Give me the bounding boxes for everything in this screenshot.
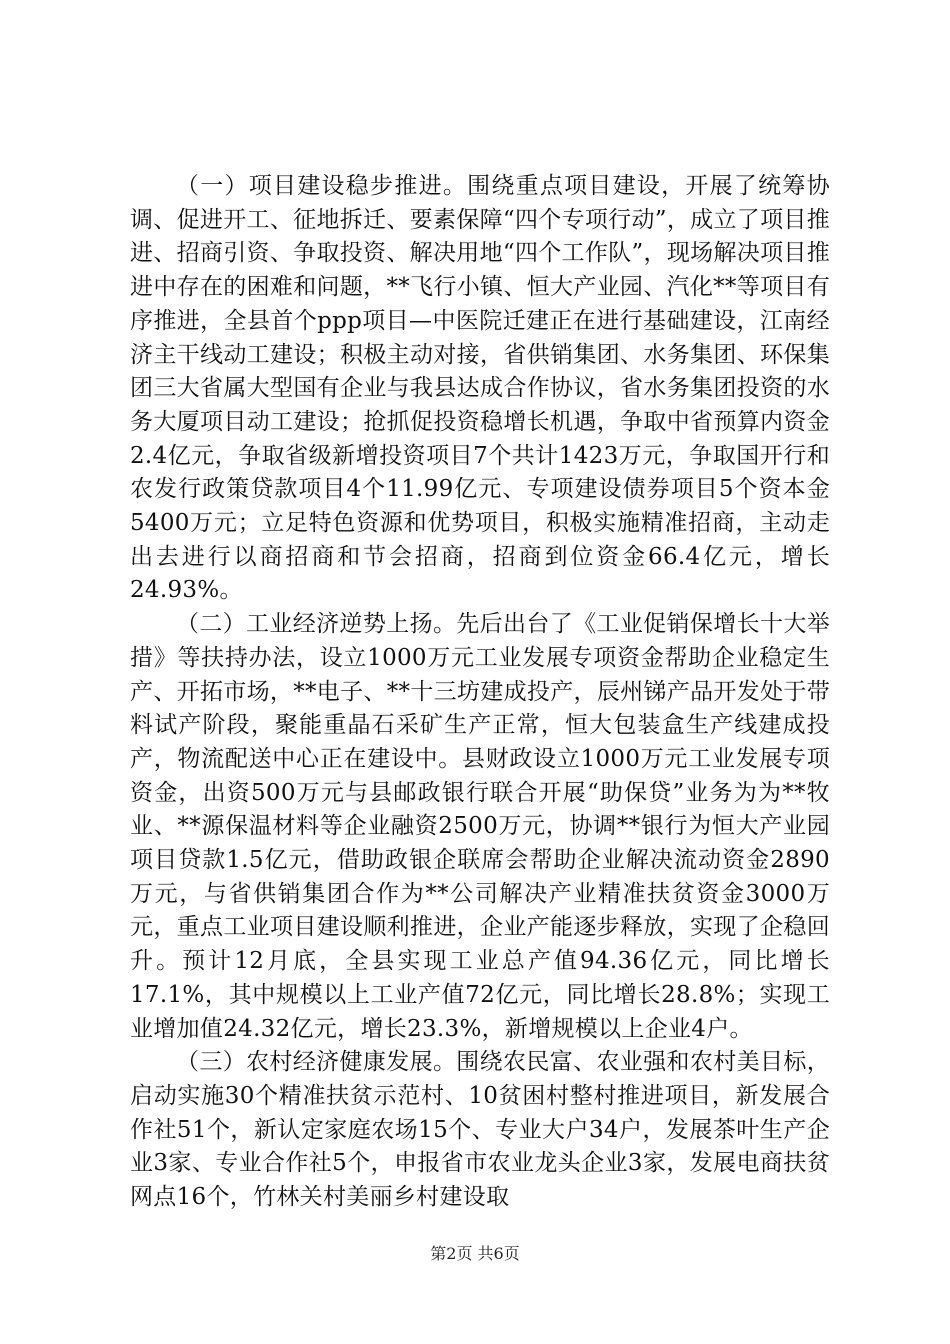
paragraph-project-construction: （一）项目建设稳步推进。围绕重点项目建设，开展了统筹协调、促进开工、征地拆迁、要素保障“四个专项行动”，成立了项目推进、招商引资、争取投资、解决用地“四个工作队”，现场解决项目推进中存在的困难和问题，**飞行小镇、恒大产业园、汽化**等项目有序推进，全县首个ppp项目—中医院迁建正在进行基础建设，江南经济主干线动工建设；积极主动对接，省供销集团、水务集团、环保集团三大省属大型国有企业与我县达成合作协议，省水务集团投资的水务大厦项目动工建设；抢抓促投资稳增长机遇，争取中省预算内资金2.4亿元，争取省级新增投资项目7个共计1423万元，争取国开行和农发行政策贷款项目4个11.99亿元、专项建设债券项目5个资本金5400万元；立足特色资源和优势项目，积极实施精准招商，主动走出去进行以商招商和节会招商，招商到位资金66.4亿元，增长24.93%。 <box>130 173 830 604</box>
paragraph-industrial-economy: （二）工业经济逆势上扬。先后出台了《工业促销保增长十大举措》等扶持办法，设立1000万元工业发展专项资金帮助企业稳定生产、开拓市场，**电子、**十三坊建成投产，辰州锑产品开发处于带料试产阶段，聚能重晶石采矿生产正常，恒大包装盒生产线建成投产，物流配送中心正在建设中。县财政设立1000万元工业发展专项资金，出资500万元与县邮政银行联合开展“助保贷”业务为为**牧业、**源保温材料等企业融资2500万元，协调**银行为恒大产业园项目贷款1.5亿元，借助政银企联席会帮助企业解决流动资金2890万元，与省供销集团合作为**公司解决产业精准扶贫资金3000万元，重点工业项目建设顺利推进，企业产能逐步释放，实现了企稳回升。预计12月底，全县实现工业总产值94.36亿元，同比增长17.1%，其中规模以上工业产值72亿元，同比增长28.8%；实现工业增加值24.32亿元，增长23.3%，新增规模以上企业4户。 <box>130 611 830 1042</box>
paragraph-rural-economy: （三）农村经济健康发展。围绕农民富、农业强和农村美目标，启动实施30个精准扶贫示范村、10贫困村整村推进项目，新发展合作社51个，新认定家庭农场15个、专业大户34户，发展茶叶生产企业3家、专业合作社5个，申报省市农业龙头企业3家，发展电商扶贫网点16个，竹林关村美丽乡村建设取 <box>130 1049 830 1211</box>
page-number-footer: 第2页 共6页 <box>430 1244 520 1263</box>
document-body <box>130 170 830 1215</box>
